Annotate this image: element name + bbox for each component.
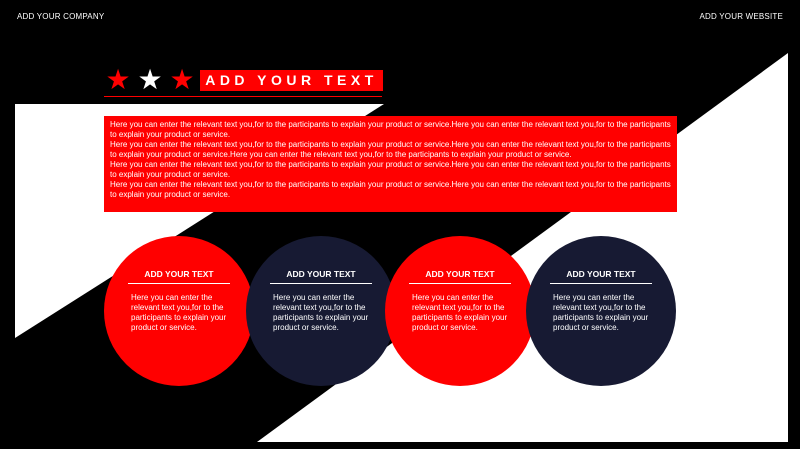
website-name: ADD YOUR WEBSITE [699, 12, 783, 21]
body-paragraph: Here you can enter the relevant text you,for to the participants to explain your product or service.Here you can enter the relevant text you,for to the participants to explain your product or service. [110, 180, 671, 199]
circle-divider [270, 283, 372, 284]
title-underline [104, 96, 382, 97]
info-circle-3 [385, 236, 535, 386]
star-icon: ★ [105, 63, 131, 96]
company-name: ADD YOUR COMPANY [17, 12, 105, 21]
circle-text: Here you can enter the relevant text you,for to the participants to explain your product or service. [273, 293, 369, 332]
circle-text: Here you can enter the relevant text you,for to the participants to explain your product or service. [131, 293, 227, 332]
circle-divider [550, 283, 652, 284]
star-icon: ★ [169, 63, 195, 96]
stars-row [103, 63, 197, 96]
section-title: ADD YOUR TEXT [200, 70, 383, 91]
circle-divider [409, 283, 511, 284]
info-circle-2 [246, 236, 396, 386]
circle-divider [128, 283, 230, 284]
circle-title: ADD YOUR TEXT [566, 269, 636, 279]
circle-text: Here you can enter the relevant text you,for to the participants to explain your product or service. [553, 293, 649, 332]
body-paragraph: Here you can enter the relevant text you,for to the participants to explain your product or service.Here you can enter the relevant text you,for to the participants to explain your product or service.Here you can enter the relevant text you,for to the participants to explain your product or service. [110, 140, 671, 159]
body-text-box [104, 116, 677, 212]
body-paragraph: Here you can enter the relevant text you,for to the participants to explain your product or service.Here you can enter the relevant text you,for to the participants to explain your product or service. [110, 160, 671, 179]
circle-title: ADD YOUR TEXT [286, 269, 356, 279]
star-icon: ★ [137, 63, 163, 96]
circle-title: ADD YOUR TEXT [144, 269, 214, 279]
info-circle-4 [526, 236, 676, 386]
circle-text: Here you can enter the relevant text you,for to the participants to explain your product or service. [412, 293, 508, 332]
circle-title: ADD YOUR TEXT [425, 269, 495, 279]
body-paragraph: Here you can enter the relevant text you,for to the participants to explain your product or service.Here you can enter the relevant text you,for to the participants to explain your product or service. [110, 120, 671, 139]
info-circle-1 [104, 236, 254, 386]
